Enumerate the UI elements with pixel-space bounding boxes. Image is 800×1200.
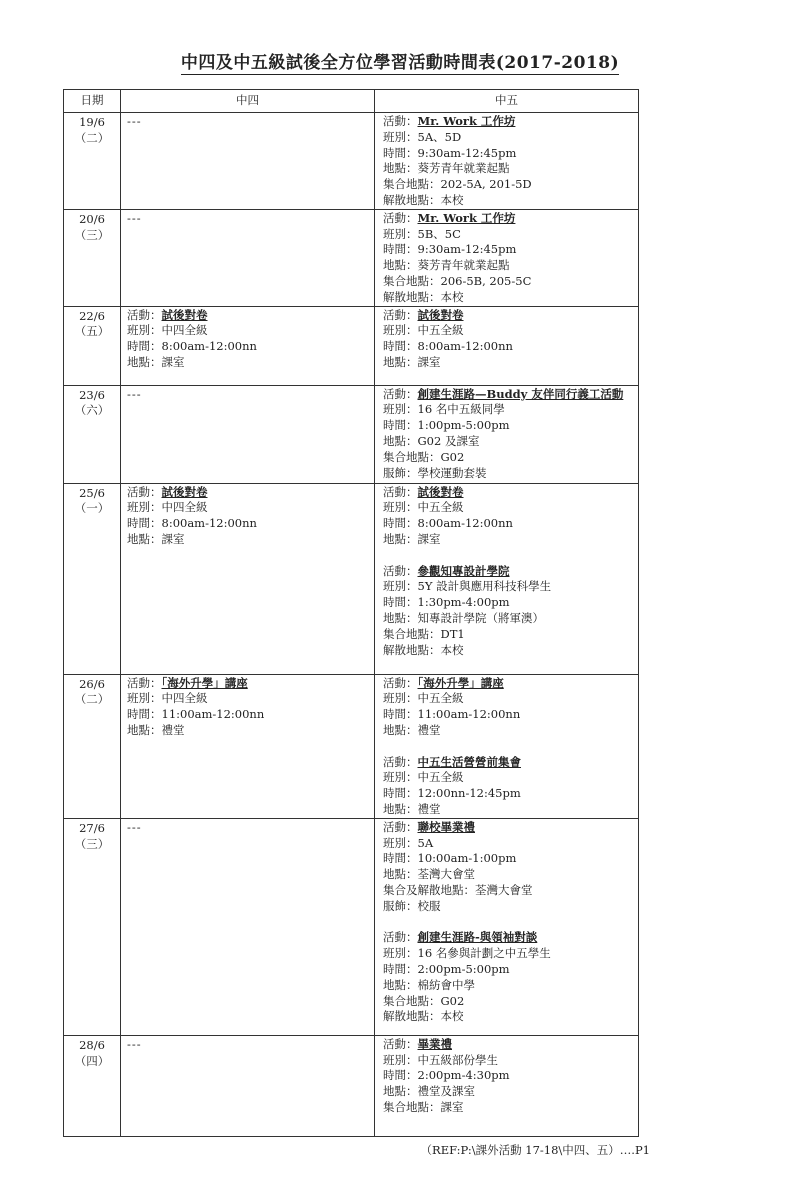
date-cell [64, 818, 121, 1035]
field-value: 12:00nn-12:45pm [417, 786, 521, 801]
form5-cell [375, 818, 639, 1035]
empty-dash: --- [127, 210, 142, 225]
field-value: 禮堂及課室 [417, 1084, 475, 1099]
form4-cell [121, 385, 375, 483]
date-cell [64, 385, 121, 483]
field-value: 9:30am-12:45pm [417, 145, 517, 160]
table-row [64, 385, 639, 483]
field-label: 班別： [383, 835, 418, 850]
field-label: 地點： [383, 801, 418, 816]
field-value: 9:30am-12:45pm [417, 242, 517, 257]
field-label: 地點： [383, 531, 418, 546]
header-row [64, 90, 639, 113]
activity-line [127, 485, 374, 501]
field-label: 活動： [127, 675, 162, 690]
field-label: 班別： [127, 691, 162, 706]
field-value: 11:00am-12:00nn [417, 707, 521, 722]
field-value: 荃灣大會堂 [475, 882, 533, 897]
activity-line [383, 786, 638, 802]
activity-line [383, 946, 638, 962]
empty-dash: --- [127, 386, 142, 401]
field-value: 中四全級 [161, 323, 208, 338]
activity-line [383, 883, 638, 899]
empty-dash: --- [127, 114, 142, 128]
date-text: 26/6 [79, 676, 105, 691]
field-label: 地點： [383, 433, 418, 448]
field-label: 活動： [383, 930, 418, 945]
form4-cell [121, 306, 375, 385]
field-label: 集合地點： [383, 177, 441, 192]
field-value: 中四全級 [161, 691, 208, 706]
header-form4: 中四 [121, 90, 375, 113]
activity-line [383, 994, 638, 1010]
field-value: 課室 [161, 531, 185, 546]
field-label: 時間： [127, 339, 162, 354]
field-value: G02 及課室 [417, 433, 480, 448]
field-label: 時間： [383, 145, 418, 160]
field-label: 地點： [127, 354, 162, 369]
field-label: 時間： [383, 595, 418, 610]
field-label: 集合地點： [383, 993, 441, 1008]
field-value: G02 [440, 993, 465, 1008]
field-value: 葵芳青年就業起點 [417, 161, 510, 176]
field-label: 班別： [127, 323, 162, 338]
activity-line [383, 1009, 638, 1025]
date-text: 23/6 [79, 387, 105, 402]
page-title: 中四及中五級試後全方位學習活動時間表(2017-2018) [180, 53, 620, 73]
field-label: 集合地點： [383, 449, 441, 464]
field-label: 地點： [127, 531, 162, 546]
activity-line [383, 1084, 638, 1100]
field-label: 地點： [383, 258, 418, 273]
activity-name: 試後對卷 [417, 484, 464, 499]
field-label: 活動： [383, 386, 418, 401]
field-value: 課室 [417, 354, 441, 369]
header-date: 日期 [64, 90, 121, 113]
activity-line [383, 770, 638, 786]
field-label: 地點： [127, 722, 162, 737]
field-value: 禮堂 [417, 722, 441, 737]
activity-line [383, 434, 638, 450]
field-value: 16 名參與計劃之中五學生 [417, 946, 551, 961]
field-label: 集合地點： [383, 1099, 441, 1114]
activity-name: 參觀知專設計學院 [417, 563, 510, 578]
activity-line [383, 274, 638, 290]
activity-line [127, 691, 374, 707]
date-cell [64, 113, 121, 210]
field-value: 202-5A, 201-5D [440, 177, 532, 192]
activity-line [383, 193, 638, 209]
field-value: 中五全級 [417, 500, 464, 515]
activity-name: 試後對卷 [161, 484, 208, 499]
field-value: 8:00am-12:00nn [417, 339, 513, 354]
field-value: 1:00pm-5:00pm [417, 418, 510, 433]
form4-cell [121, 209, 375, 306]
activity-line [383, 978, 638, 994]
field-label: 活動： [383, 1036, 418, 1051]
form5-cell [375, 209, 639, 306]
form4-cell [121, 1035, 375, 1136]
field-label: 班別： [383, 226, 418, 241]
field-label: 時間： [127, 707, 162, 722]
activity-line [383, 114, 638, 130]
activity-line [127, 707, 374, 723]
activity-name: 「海外升學」講座 [417, 675, 504, 690]
activity-name: 創建生涯路-與領袖對談 [417, 930, 538, 945]
form5-cell [375, 1035, 639, 1136]
activity-line [383, 418, 638, 434]
activity-line [383, 177, 638, 193]
activity-line [383, 290, 638, 306]
field-label: 時間： [383, 418, 418, 433]
table-row [64, 209, 639, 306]
field-label: 解散地點： [383, 289, 441, 304]
field-label: 時間： [383, 786, 418, 801]
date-text: 22/6 [79, 308, 105, 323]
field-label: 時間： [383, 1068, 418, 1083]
header-form5: 中五 [375, 90, 639, 113]
field-value: 中五全級 [417, 770, 464, 785]
table-row [64, 483, 639, 674]
table-row [64, 674, 639, 818]
activity-line [383, 227, 638, 243]
field-label: 地點： [383, 977, 418, 992]
weekday-text: （五） [74, 324, 110, 339]
field-value: 5A [417, 835, 434, 850]
activity-name: 聯校畢業禮 [417, 819, 475, 834]
form4-cell [121, 674, 375, 818]
field-label: 班別： [383, 946, 418, 961]
weekday-text: （二） [74, 130, 110, 145]
activity-line [383, 355, 638, 371]
field-label: 解散地點： [383, 642, 441, 657]
field-label: 時間： [383, 961, 418, 976]
activity-line [383, 130, 638, 146]
field-label: 地點： [383, 1084, 418, 1099]
weekday-text: （四） [74, 1053, 110, 1068]
form4-cell [121, 483, 375, 674]
field-value: 棉紡會中學 [417, 977, 475, 992]
weekday-text: （三） [74, 227, 110, 242]
weekday-text: （一） [74, 501, 110, 516]
activity-line [383, 146, 638, 162]
field-value: 葵芳青年就業起點 [417, 258, 510, 273]
field-label: 活動： [383, 563, 418, 578]
field-value: 206-5B, 205-5C [440, 273, 532, 288]
activity-line [383, 242, 638, 258]
spacer [383, 548, 638, 564]
activity-line [383, 595, 638, 611]
field-label: 地點： [383, 161, 418, 176]
activity-name: Mr. Work 工作坊 [417, 114, 516, 128]
footer-reference: （REF:P:\課外活動 17-18\中四、五）….P1 [420, 1143, 650, 1157]
activity-line [383, 611, 638, 627]
activity-line [383, 500, 638, 516]
field-label: 班別： [383, 691, 418, 706]
activity-name: Mr. Work 工作坊 [417, 210, 516, 225]
field-value: 課室 [161, 354, 185, 369]
field-label: 班別： [383, 323, 418, 338]
activity-name: 試後對卷 [161, 307, 208, 322]
date-text: 20/6 [79, 211, 105, 226]
activity-line [383, 802, 638, 818]
activity-line [383, 1068, 638, 1084]
field-label: 班別： [383, 500, 418, 515]
activity-line [383, 532, 638, 548]
field-label: 活動： [383, 307, 418, 322]
field-label: 班別： [383, 770, 418, 785]
table-row [64, 306, 639, 385]
activity-line [383, 485, 638, 501]
field-value: 10:00am-1:00pm [417, 851, 517, 866]
activity-line [127, 500, 374, 516]
field-label: 服飾： [383, 898, 418, 913]
field-label: 時間： [383, 851, 418, 866]
field-label: 地點： [383, 722, 418, 737]
field-label: 活動： [127, 307, 162, 322]
field-label: 班別： [383, 1052, 418, 1067]
date-cell [64, 1035, 121, 1136]
table-row [64, 113, 639, 210]
activity-line [127, 339, 374, 355]
field-value: 2:00pm-5:00pm [417, 961, 510, 976]
field-label: 班別： [383, 129, 418, 144]
activity-line [383, 1037, 638, 1053]
field-value: 本校 [440, 192, 464, 207]
field-label: 活動： [383, 484, 418, 499]
form5-cell [375, 385, 639, 483]
field-value: 課室 [417, 531, 441, 546]
field-label: 活動： [383, 675, 418, 690]
activity-line [383, 930, 638, 946]
date-cell [64, 483, 121, 674]
activity-line [127, 323, 374, 339]
activity-name: 畢業禮 [417, 1036, 452, 1051]
field-label: 解散地點： [383, 1009, 441, 1024]
activity-name: 中五生活營營前集會 [417, 754, 521, 769]
field-value: 中五全級 [417, 691, 464, 706]
activity-line [127, 516, 374, 532]
weekday-text: （二） [74, 692, 110, 707]
activity-line [383, 564, 638, 580]
field-label: 時間： [383, 339, 418, 354]
form5-cell [375, 113, 639, 210]
field-value: 中五全級 [417, 323, 464, 338]
field-value: 2:00pm-4:30pm [417, 1068, 510, 1083]
activity-line [383, 755, 638, 771]
date-cell [64, 209, 121, 306]
activity-line [127, 532, 374, 548]
field-label: 地點： [383, 867, 418, 882]
field-value: 5A、5D [417, 129, 462, 144]
empty-dash: --- [127, 819, 142, 834]
field-label: 活動： [383, 819, 418, 834]
activity-line [383, 707, 638, 723]
activity-line [383, 643, 638, 659]
activity-name: 創建生涯路—Buddy 友伴同行義工活動 [417, 386, 624, 401]
field-value: 本校 [440, 1009, 464, 1024]
activity-line [383, 627, 638, 643]
field-value: 禮堂 [417, 801, 441, 816]
date-text: 19/6 [79, 115, 105, 129]
form5-cell [375, 306, 639, 385]
field-value: 1:30pm-4:00pm [417, 595, 510, 610]
field-label: 集合地點： [383, 273, 441, 288]
field-value: 校服 [417, 898, 441, 913]
activity-line [383, 723, 638, 739]
activity-name: 試後對卷 [417, 307, 464, 322]
date-text: 28/6 [79, 1037, 105, 1052]
activity-line [383, 161, 638, 177]
activity-line [383, 836, 638, 852]
activity-name: 「海外升學」講座 [161, 675, 248, 690]
activity-line [383, 820, 638, 836]
field-label: 解散地點： [383, 192, 441, 207]
field-label: 活動： [383, 114, 418, 128]
activity-line [383, 323, 638, 339]
field-value: 8:00am-12:00nn [161, 516, 257, 531]
field-label: 班別： [383, 402, 418, 417]
form5-cell [375, 483, 639, 674]
form5-cell [375, 674, 639, 818]
weekday-text: （六） [74, 403, 110, 418]
field-value: DT1 [440, 626, 465, 641]
spacer [383, 915, 638, 931]
table-row [64, 818, 639, 1035]
activity-line [383, 899, 638, 915]
form4-cell [121, 113, 375, 210]
field-value: 8:00am-12:00nn [417, 516, 513, 531]
activity-line [383, 450, 638, 466]
field-value: 課室 [440, 1099, 464, 1114]
field-label: 時間： [127, 516, 162, 531]
field-label: 地點： [383, 354, 418, 369]
activity-line [383, 466, 638, 482]
field-value: G02 [440, 449, 465, 464]
field-label: 集合地點： [383, 626, 441, 641]
field-value: 5Y 設計與應用科技科學生 [417, 579, 552, 594]
activity-line [383, 387, 638, 403]
field-value: 荃灣大會堂 [417, 867, 475, 882]
weekday-text: （三） [74, 836, 110, 851]
activity-line [127, 676, 374, 692]
field-label: 班別： [127, 500, 162, 515]
activity-line [383, 579, 638, 595]
field-label: 活動： [383, 210, 418, 225]
activity-line [383, 211, 638, 227]
activity-line [383, 1100, 638, 1116]
field-label: 時間： [383, 707, 418, 722]
spacer [383, 739, 638, 755]
form4-cell [121, 818, 375, 1035]
activity-line [383, 851, 638, 867]
activity-line [383, 516, 638, 532]
field-value: 學校運動套裝 [417, 465, 487, 480]
field-value: 8:00am-12:00nn [161, 339, 257, 354]
field-label: 活動： [383, 754, 418, 769]
empty-dash: --- [127, 1036, 142, 1051]
field-value: 本校 [440, 289, 464, 304]
activity-line [127, 723, 374, 739]
date-cell [64, 306, 121, 385]
field-value: 本校 [440, 642, 464, 657]
activity-line [383, 402, 638, 418]
field-label: 集合及解散地點： [383, 882, 475, 897]
activity-line [127, 308, 374, 324]
field-value: 5B、5C [417, 226, 461, 241]
activity-line [383, 676, 638, 692]
table-row [64, 1035, 639, 1136]
schedule-table [63, 89, 639, 1137]
activity-line [383, 1053, 638, 1069]
field-label: 服飾： [383, 465, 418, 480]
field-label: 班別： [383, 579, 418, 594]
activity-line [383, 962, 638, 978]
field-value: 知專設計學院（將軍澳） [417, 610, 544, 625]
date-cell [64, 674, 121, 818]
field-value: 中四全級 [161, 500, 208, 515]
activity-line [383, 691, 638, 707]
field-value: 11:00am-12:00nn [161, 707, 265, 722]
field-value: 禮堂 [161, 722, 185, 737]
field-label: 地點： [383, 610, 418, 625]
field-label: 活動： [127, 484, 162, 499]
field-label: 時間： [383, 242, 418, 257]
field-value: 中五級部份學生 [417, 1052, 498, 1067]
field-label: 時間： [383, 516, 418, 531]
date-text: 27/6 [79, 820, 105, 835]
activity-line [383, 339, 638, 355]
activity-line [127, 355, 374, 371]
activity-line [383, 258, 638, 274]
field-value: 16 名中五級同學 [417, 402, 505, 417]
activity-line [383, 308, 638, 324]
activity-line [383, 867, 638, 883]
date-text: 25/6 [79, 485, 105, 500]
